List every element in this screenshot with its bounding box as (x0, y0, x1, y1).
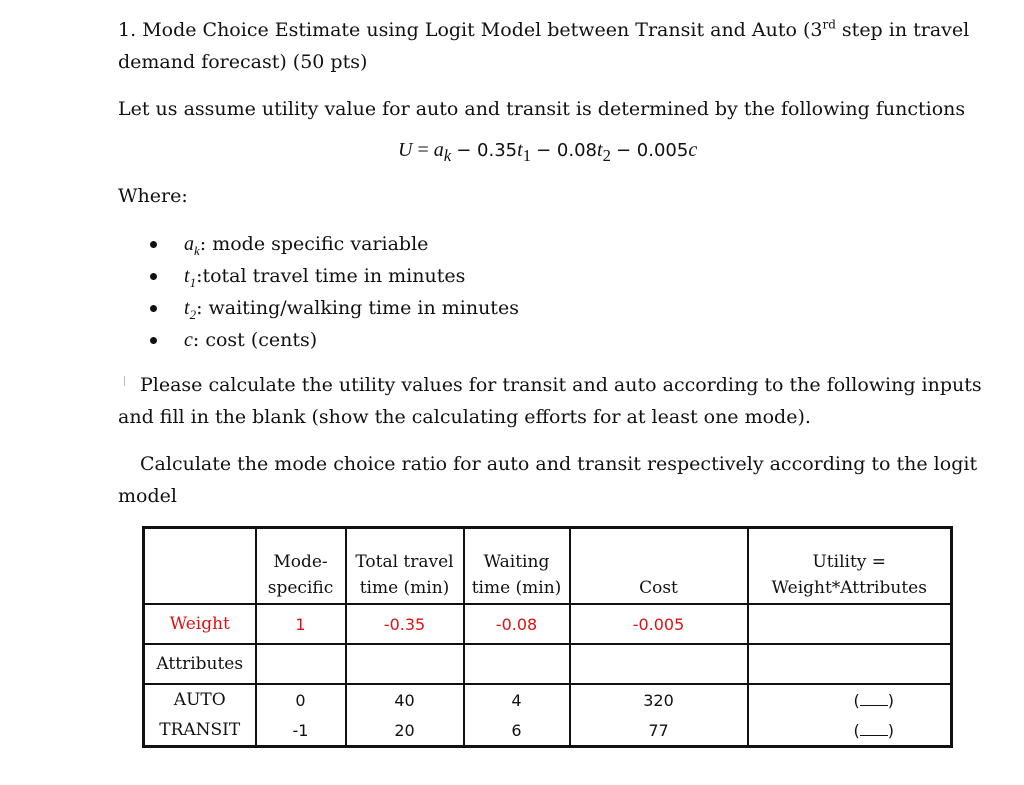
table-row (144, 715, 952, 747)
header-cost: Cost (570, 528, 748, 605)
weight-travel: -0.35 (346, 604, 464, 644)
header-mode-specific: Mode- specific (256, 528, 346, 605)
row-cost: 77 (570, 715, 748, 747)
utility-blank-auto[interactable]: ( ) (748, 684, 952, 715)
attributes-label: Attributes (144, 644, 256, 684)
question-title-line2: demand forecast) (50 pts) (118, 51, 368, 73)
row-label: AUTO (144, 684, 256, 715)
instruction-2-line1: Calculate the mode choice ratio for auto and transit respectively according to the logit (140, 453, 978, 475)
definition-item: c: cost (cents) (150, 324, 519, 356)
question-title: 1. Mode Choice Estimate using Logit Model between Transit and Auto (3rd step in travel (118, 17, 970, 41)
margin-mark (124, 376, 125, 386)
weight-waiting: -0.08 (464, 604, 570, 644)
weight-cost: -0.005 (570, 604, 748, 644)
header-total-travel: Total travel time (min) (346, 528, 464, 605)
utility-blank-transit[interactable]: ( ) (748, 715, 952, 747)
definition-item: $a_k$: mode specific variable (150, 228, 519, 260)
definition-item: $t_2$: waiting/walking time in minutes (150, 292, 519, 324)
instruction-1-line1: Please calculate the utility values for transit and auto according to the following inputs (140, 374, 982, 396)
row-cost: 320 (570, 684, 748, 715)
mode-choice-table (142, 526, 953, 748)
weight-mode: 1 (256, 604, 346, 644)
header-waiting: Waiting time (min) (464, 528, 570, 605)
definition-item: $t_1:total$ travel time in minutes (150, 260, 519, 292)
instruction-2-line2: model (118, 485, 177, 507)
weight-label: Weight (144, 604, 256, 644)
row-label: TRANSIT (144, 715, 256, 747)
definitions-list (150, 228, 519, 356)
attributes-row (144, 644, 952, 684)
intro-text: Let us assume utility value for auto and transit is determined by the following functions (118, 98, 966, 120)
row-waiting: 4 (464, 684, 570, 715)
weight-utility (748, 604, 952, 644)
header-utility: Utility = Weight*Attributes (748, 528, 952, 605)
utility-equation: $U = a_k - 0.35t_1 - 0.08t_2 - 0.005c$ (398, 139, 698, 165)
table-row (144, 684, 952, 715)
where-label: Where: (118, 185, 188, 207)
row-waiting: 6 (464, 715, 570, 747)
row-mode: -1 (256, 715, 346, 747)
row-mode: 0 (256, 684, 346, 715)
weight-row (144, 604, 952, 644)
row-travel: 20 (346, 715, 464, 747)
header-empty (144, 528, 256, 605)
instruction-1-line2: and fill in the blank (show the calculating efforts for at least one mode). (118, 406, 811, 428)
row-travel: 40 (346, 684, 464, 715)
header-row (144, 528, 952, 605)
